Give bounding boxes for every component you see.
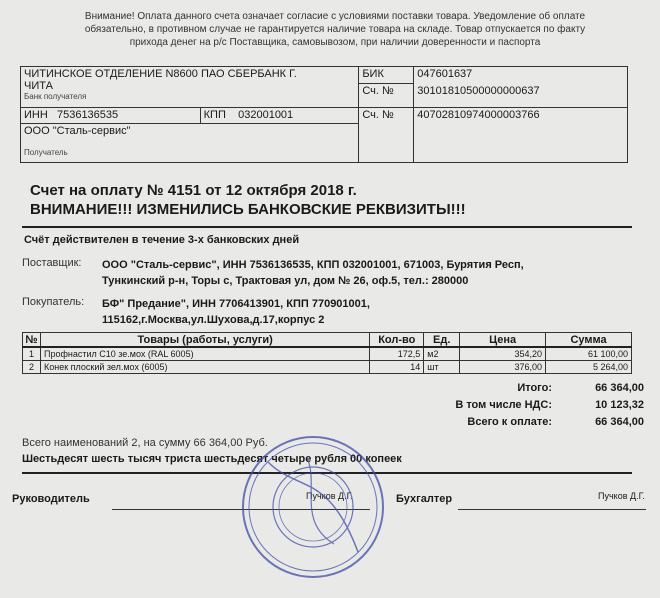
payment-notice xyxy=(40,10,630,49)
row-price: 354,20 xyxy=(460,347,546,361)
bank-caption: Банк получателя xyxy=(24,92,87,101)
total-label: Итого: xyxy=(517,382,552,394)
buyer-label: Покупатель: xyxy=(22,296,85,308)
recipient-name: ООО "Сталь-сервис" xyxy=(24,125,131,137)
bik-label: БИК xyxy=(359,67,414,84)
table-row xyxy=(23,361,632,374)
col-number: № xyxy=(23,333,41,348)
bank-city: ЧИТА xyxy=(24,80,53,92)
total-row xyxy=(380,382,644,399)
kpp-label: КПП xyxy=(203,109,226,121)
row-goods: Профнастил С10 зе.мох (RAL 6005) xyxy=(40,347,369,361)
requisites-warning: ВНИМАНИЕ!!! ИЗМЕНИЛИСЬ БАНКОВСКИЕ РЕКВИЗИТЫ!!! xyxy=(30,201,466,218)
supplier-line: ООО "Сталь-сервис", ИНН 7536136535, КПП 032001001, 671003, Бурятия Респ, xyxy=(102,259,524,271)
row-price: 376,00 xyxy=(460,361,546,374)
acc-value: 40702810974000003766 xyxy=(414,108,628,163)
corr-value: 30101810500000000637 xyxy=(414,84,628,108)
notice-line: прихода денег на р/с Поставщика, самовывозом, при наличии доверенности и паспорта xyxy=(129,37,541,48)
table-row xyxy=(23,347,632,361)
company-seal-stamp xyxy=(238,432,388,582)
totals-block xyxy=(380,382,644,433)
buyer-line: БФ" Предание", ИНН 7706413901, КПП 770901001, xyxy=(102,298,370,310)
head-signature-name: Пучков Д.Г. xyxy=(306,491,353,501)
row-unit: м2 xyxy=(424,347,460,361)
head-signature-label: Руководитель xyxy=(12,493,90,505)
acc-label: Сч. № xyxy=(359,108,414,163)
recipient-cell xyxy=(21,124,359,163)
row-sum: 61 100,00 xyxy=(546,347,632,361)
goods-table xyxy=(22,332,632,374)
kpp-value: 032001001 xyxy=(238,109,294,121)
bik-value: 047601637 xyxy=(414,67,628,84)
title-rule xyxy=(22,226,632,228)
amount-in-words: Шестьдесят шесть тысяч триста шестьдесят четыре рубля 00 копеек xyxy=(22,453,402,465)
col-qty: Кол-во xyxy=(370,333,424,348)
bank-name-cell xyxy=(21,67,359,108)
supplier-label: Поставщик: xyxy=(22,257,82,269)
notice-line: Внимание! Оплата данного счета означает согласие с условиями поставки товара. Уведомление об оплате xyxy=(84,11,586,22)
inn-label: ИНН xyxy=(24,109,48,121)
buyer-line: 115162,г.Москва,ул.Шухова,д.17,корпус 2 xyxy=(102,314,325,326)
col-sum: Сумма xyxy=(546,333,632,348)
validity-note: Счёт действителен в течение 3-х банковских дней xyxy=(24,234,300,246)
bank-details-table xyxy=(20,66,628,163)
vat-label: В том числе НДС: xyxy=(455,399,552,411)
row-qty: 14 xyxy=(370,361,424,374)
total-value: 66 364,00 xyxy=(595,382,644,394)
goods-header-row xyxy=(23,333,632,348)
supplier-value xyxy=(102,257,622,289)
inn-cell xyxy=(21,108,201,124)
kpp-cell xyxy=(200,108,359,124)
recipient-caption: Получатель xyxy=(24,148,68,157)
due-value: 66 364,00 xyxy=(595,416,644,428)
col-unit: Ед. xyxy=(424,333,460,348)
vat-value: 10 123,32 xyxy=(595,399,644,411)
row-number: 1 xyxy=(23,347,41,361)
invoice-number: Счет на оплату № 4151 от 12 октября 2018 г. xyxy=(30,182,357,199)
col-price: Цена xyxy=(460,333,546,348)
items-summary: Всего наименований 2, на сумму 66 364,00 Руб. xyxy=(22,437,268,449)
inn-value: 7536136535 xyxy=(56,109,119,121)
invoice-title xyxy=(30,181,630,219)
row-qty: 172,5 xyxy=(370,347,424,361)
bank-name: ЧИТИНСКОЕ ОТДЕЛЕНИЕ N8600 ПАО СБЕРБАНК Г. xyxy=(24,68,297,80)
row-sum: 5 264,00 xyxy=(546,361,632,374)
supplier-line: Тункинский р-н, Торы с, Трактовая ул, дом № 26, оф.5, тел.: 280000 xyxy=(102,275,469,287)
due-label: Всего к оплате: xyxy=(467,416,552,428)
accountant-signature-label: Бухгалтер xyxy=(396,493,453,505)
due-row xyxy=(380,416,644,433)
row-unit: шт xyxy=(424,361,460,374)
row-goods: Конек плоский зел.мох (6005) xyxy=(40,361,369,374)
accountant-signature-line xyxy=(458,509,646,510)
accountant-signature-name: Пучков Д.Г. xyxy=(598,491,645,501)
col-goods: Товары (работы, услуги) xyxy=(40,333,369,348)
notice-line: обязательно, в противном случае не гарантируется наличие товара на складе. Товар отпускается по факту xyxy=(84,24,586,35)
row-number: 2 xyxy=(23,361,41,374)
vat-row xyxy=(380,399,644,416)
buyer-value xyxy=(102,296,622,328)
corr-label: Сч. № xyxy=(359,84,414,108)
